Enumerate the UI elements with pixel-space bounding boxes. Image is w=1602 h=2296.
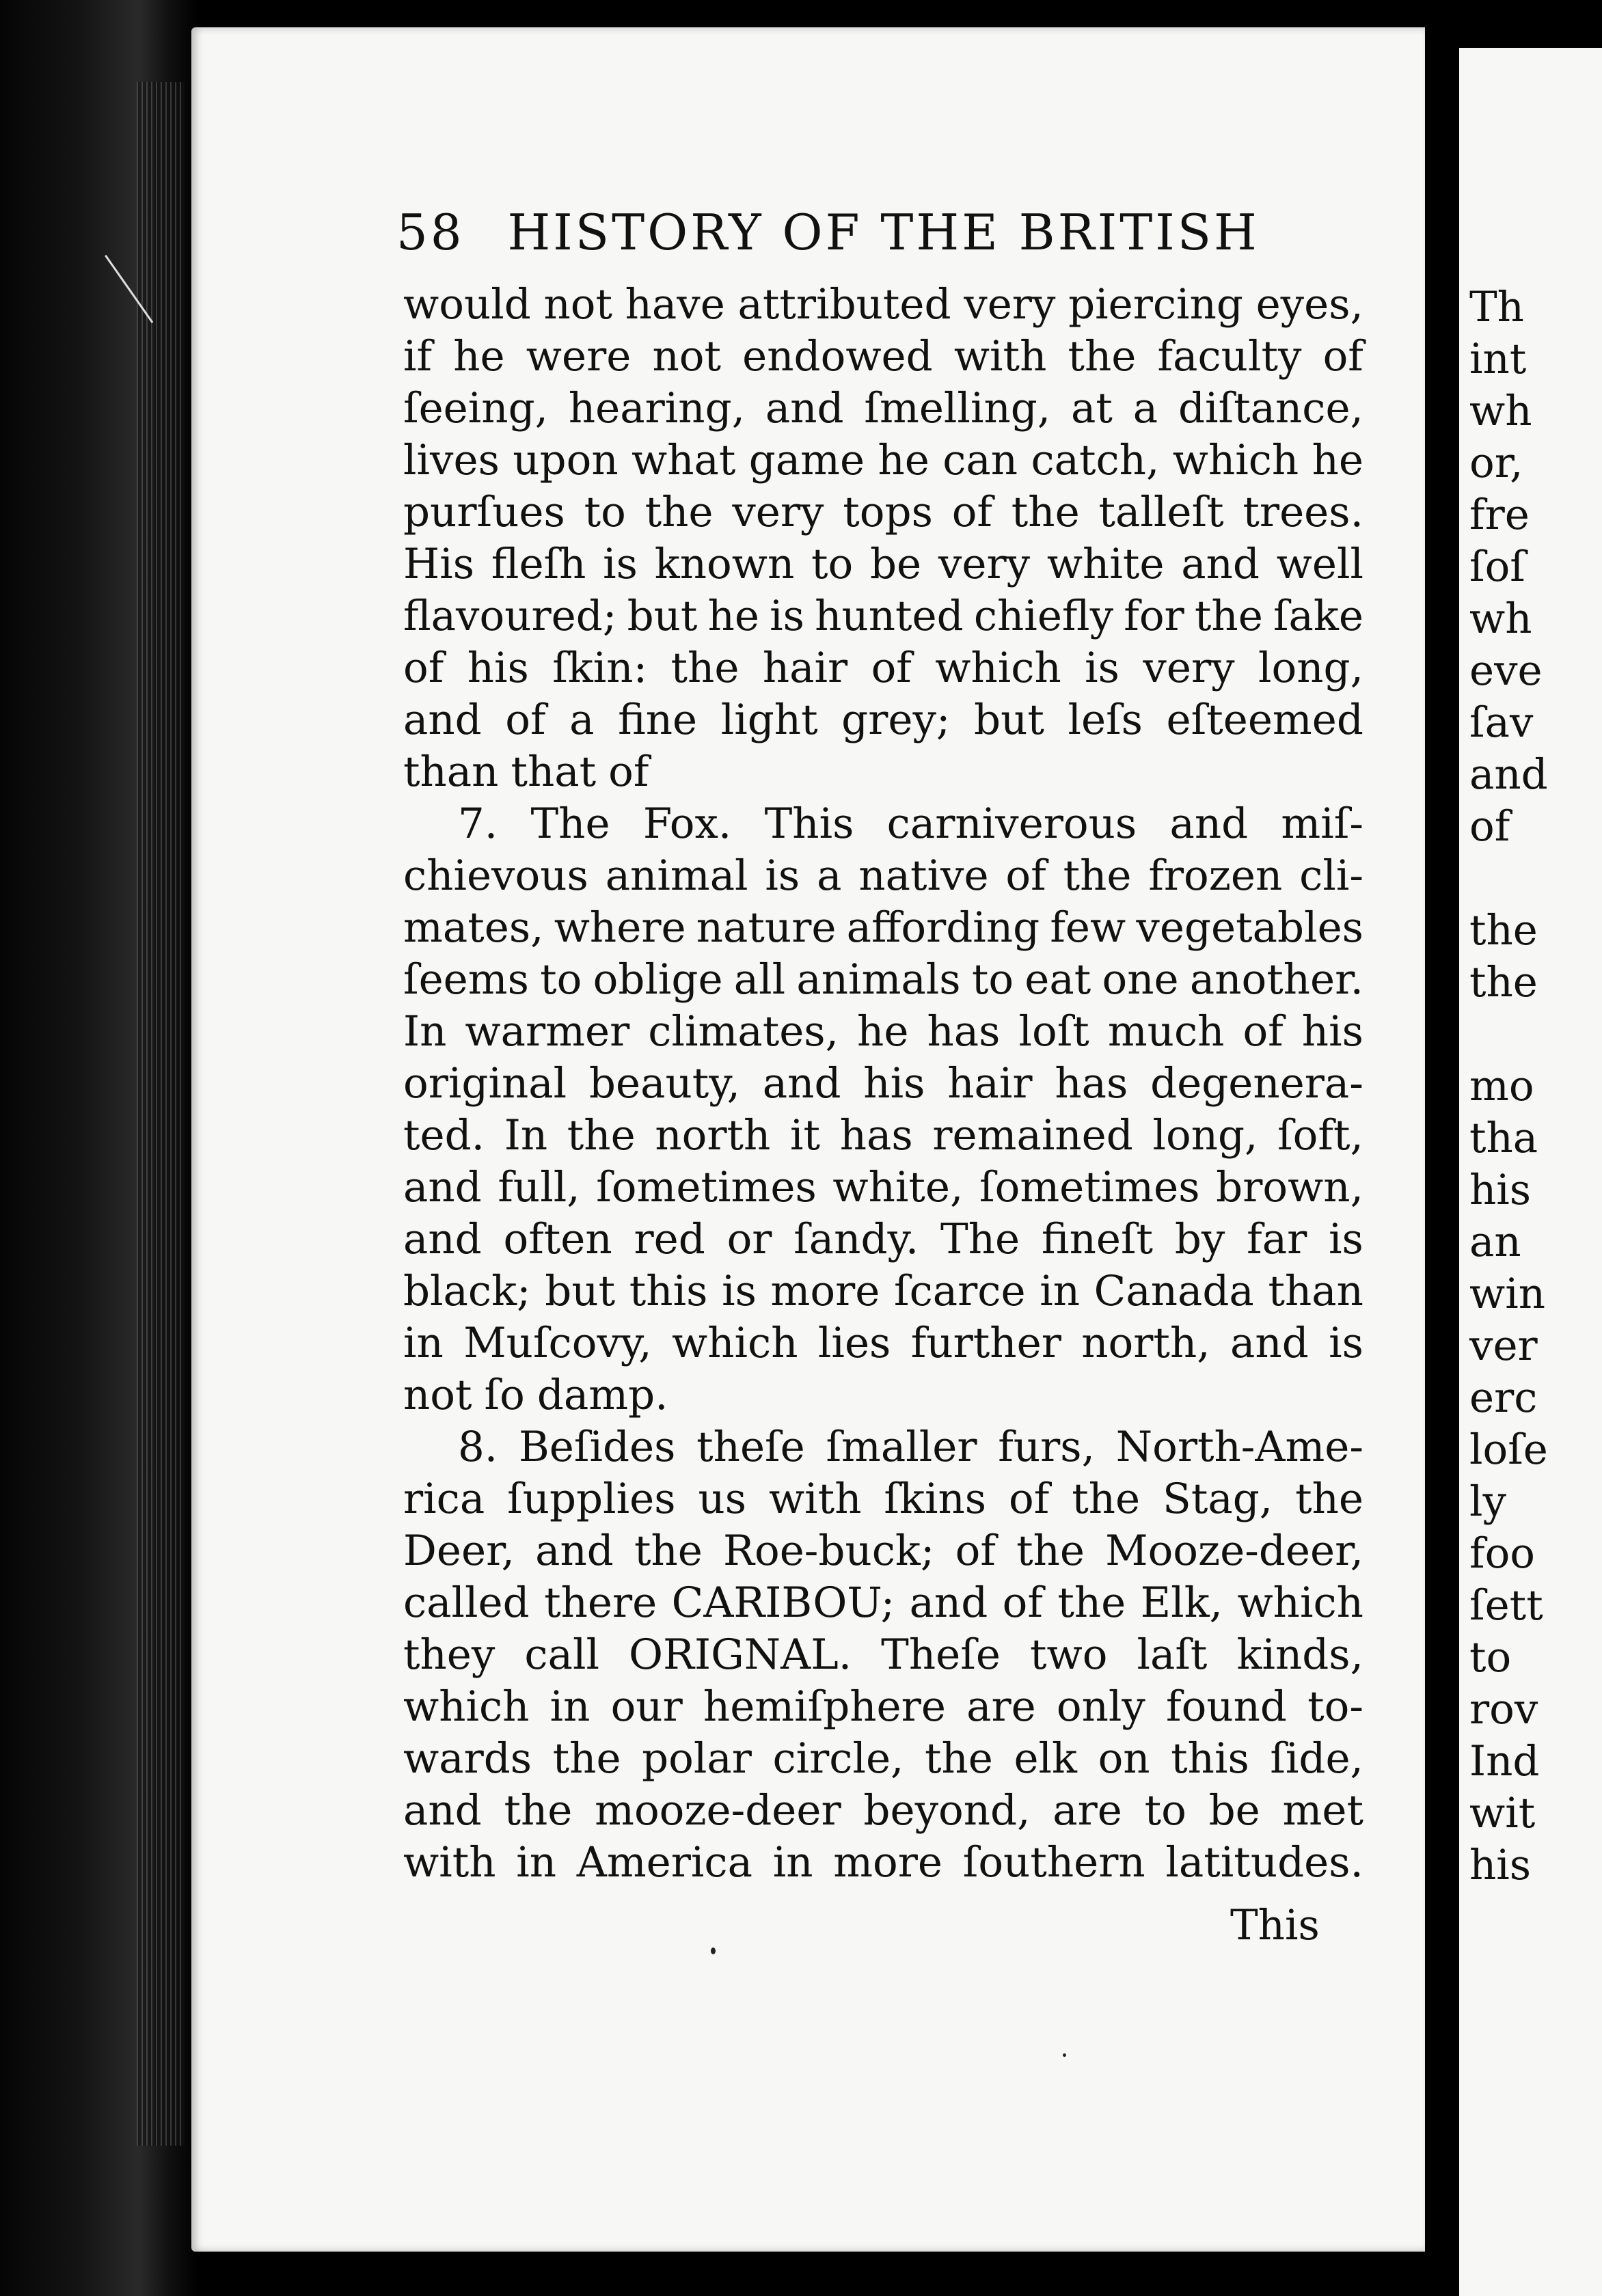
text-line: original beauty, and his hair has degenera- <box>403 1059 1363 1108</box>
text-line: if he were not endowed with the faculty of <box>403 332 1363 381</box>
catchword: This <box>1230 1901 1320 1950</box>
right-fragment: ſoſ <box>1469 543 1525 591</box>
page-number: 58 <box>396 204 465 261</box>
right-fragment: eve <box>1469 646 1543 695</box>
text-line: and of a fine light grey; but leſs eſteemed <box>403 696 1363 744</box>
body-text <box>403 279 1363 1889</box>
right-fragment: mo <box>1469 1062 1534 1110</box>
text-line: ſeeing, hearing, and ſmelling, at a diſtance, <box>403 384 1363 433</box>
text-line: chievous animal is a native of the frozen cli- <box>403 851 1363 900</box>
text-line: 7. The Fox. This carniverous and miſ- <box>458 800 1363 848</box>
right-fragment: the <box>1469 958 1538 1007</box>
text-line: called there CARIBOU; and of the Elk, which <box>403 1578 1363 1627</box>
right-fragment: tha <box>1469 1114 1538 1162</box>
text-line: mates, where nature affording few vegetables <box>403 903 1363 952</box>
text-line: 8. Beſides theſe ſmaller furs, North-Ame- <box>458 1423 1363 1471</box>
text-line: in Muſcovy, which lies further north, and is <box>403 1319 1363 1367</box>
text-line: not ſo damp. <box>403 1371 668 1419</box>
right-fragment: Th <box>1469 283 1524 331</box>
right-fragment: his <box>1469 1841 1532 1889</box>
text-line: ted. In the north it has remained long, ſoft, <box>403 1111 1363 1160</box>
right-fragment: ſav <box>1469 698 1534 747</box>
running-head-title: HISTORY OF THE BRITISH <box>507 204 1260 261</box>
text-line: In warmer climates, he has loſt much of his <box>403 1007 1363 1056</box>
right-fragment: rov <box>1469 1685 1538 1734</box>
text-line: with in America in more ſouthern latitudes. <box>403 1838 1363 1887</box>
ink-speck <box>1063 2053 1066 2057</box>
text-line: rica ſupplies us with ſkins of the Stag, the <box>403 1475 1363 1523</box>
text-line: black; but this is more ſcarce in Canada than <box>403 1267 1363 1315</box>
right-fragment: foo <box>1469 1529 1536 1578</box>
right-fragment: of <box>1469 802 1510 851</box>
right-fragment <box>1469 853 1602 905</box>
right-fragment: or, <box>1469 439 1523 487</box>
right-fragment: loſe <box>1469 1425 1548 1474</box>
right-fragment: wit <box>1469 1789 1536 1837</box>
right-fragment: ly <box>1469 1477 1506 1526</box>
right-fragment: his <box>1469 1166 1532 1214</box>
right-fragment: win <box>1469 1270 1546 1318</box>
running-head <box>396 198 1285 266</box>
text-line: and full, ſometimes white, ſometimes brown, <box>403 1163 1363 1212</box>
right-fragment: to <box>1469 1633 1512 1682</box>
right-fragment: fre <box>1469 491 1530 539</box>
right-page-text <box>1469 282 1602 1891</box>
right-fragment: wh <box>1469 387 1532 435</box>
text-line: would not have attributed very piercing eyes, <box>403 280 1363 329</box>
text-line: of his ſkin: the hair of which is very long, <box>403 644 1363 692</box>
ink-speck <box>711 1948 716 1954</box>
text-line: His fleſh is known to be very white and well <box>403 540 1363 588</box>
right-fragment: ver <box>1469 1322 1538 1370</box>
right-fragment: Ind <box>1469 1737 1540 1786</box>
text-line: flavoured; but he is hunted chiefly for the ſake <box>403 592 1363 640</box>
text-line: and often red or ſandy. The fineſt by far is <box>403 1215 1363 1263</box>
text-line: which in our hemiſphere are only found to- <box>403 1682 1363 1731</box>
right-fragment: erc <box>1469 1374 1538 1422</box>
right-fragment: an <box>1469 1218 1521 1266</box>
right-fragment: and <box>1469 750 1548 799</box>
page-edges <box>137 82 185 2146</box>
right-fragment: ſett <box>1469 1581 1543 1630</box>
right-fragment <box>1469 1009 1602 1061</box>
text-line: wards the polar circle, the elk on this ſide, <box>403 1734 1363 1783</box>
text-line: than that of <box>403 748 649 796</box>
right-fragment: the <box>1469 906 1538 955</box>
text-line: purſues to the very tops of the talleſt trees. <box>403 488 1363 536</box>
text-line: Deer, and the Roe-buck; of the Mooze-deer, <box>403 1527 1363 1575</box>
right-fragment: int <box>1469 335 1527 383</box>
right-fragment: wh <box>1469 594 1532 643</box>
text-line: they call ORIGNAL. Theſe two laſt kinds, <box>403 1630 1363 1679</box>
text-line: lives upon what game he can catch, which he <box>403 436 1363 484</box>
text-line: and the mooze-deer beyond, are to be met <box>403 1786 1363 1835</box>
text-line: ſeems to oblige all animals to eat one another. <box>403 955 1363 1004</box>
